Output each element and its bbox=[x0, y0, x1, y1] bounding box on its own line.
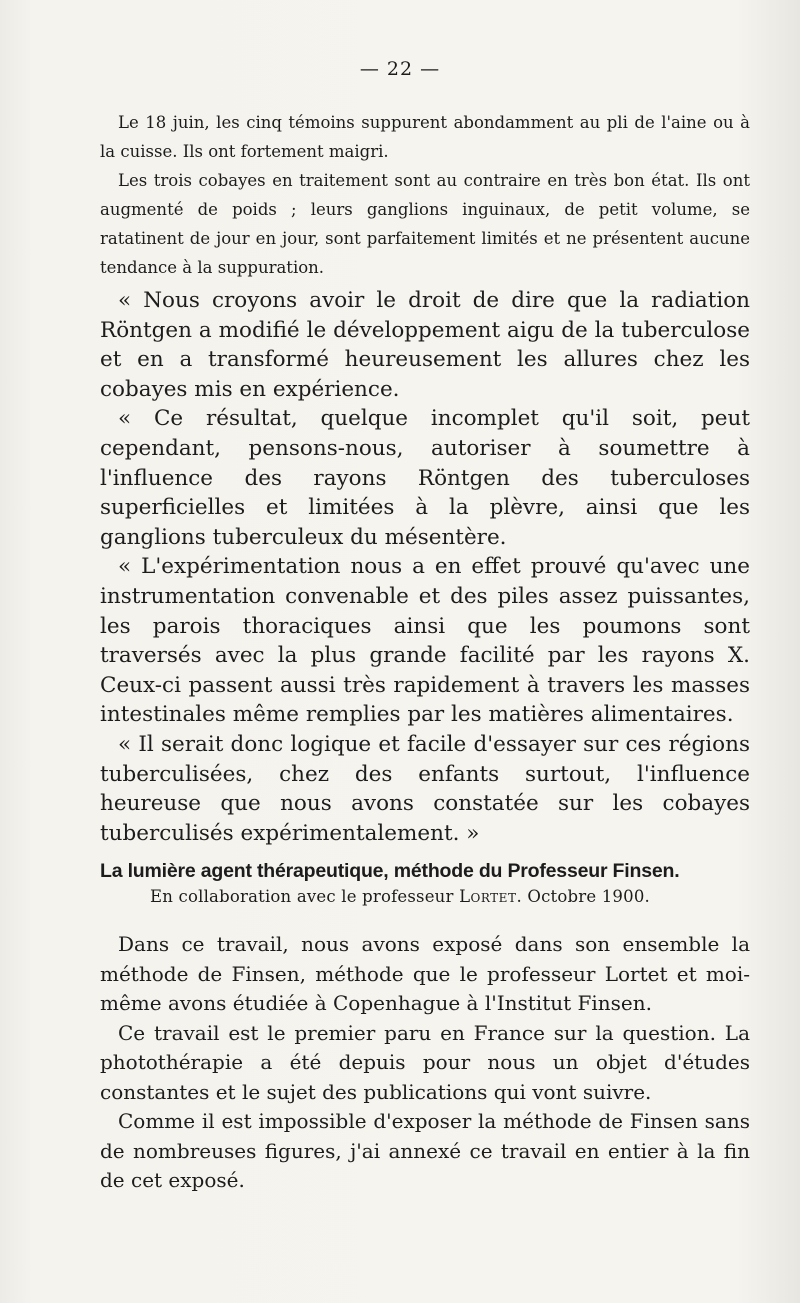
subtitle-date: . Octobre 1900. bbox=[516, 887, 650, 906]
intro-paragraph-1: Le 18 juin, les cinq témoins suppurent abondamment au pli de l'aine ou à la cuisse. Ils ont fortement maigri. bbox=[100, 113, 750, 161]
subtitle-author: Lortet bbox=[459, 887, 517, 906]
quote-paragraph-1: « Nous croyons avoir le droit de dire que la radiation Röntgen a modifié le développement aigu de la tuberculose et en a transformé heureusement les allures chez les cobayes mis en expérience. bbox=[100, 288, 750, 402]
body-paragraph-2: Ce travail est le premier paru en France sur la question. La photothérapie a été depuis pour nous un objet d'études constantes et le sujet des publications qui vont suivre. bbox=[100, 1020, 750, 1104]
intro-paragraph-2: Les trois cobayes en traitement sont au contraire en très bon état. Ils ont augmenté de poids ; leurs ganglions inguinaux, de petit volume, se ratatinent de jour en jour, sont parfaitement limités et ne présentent aucune tendance à la suppuration. bbox=[100, 171, 750, 277]
quote-paragraph-3: « L'expérimentation nous a en effet prouvé qu'avec une instrumentation convenable et des piles assez puissantes, les parois thoraciques ainsi que les poumons sont traversés avec la plus grande facilité par les rayons X. Ceux-ci passent aussi très rapidement à travers les masses intestinales même remplies par les matières alimentaires. bbox=[100, 554, 750, 728]
page-number: — 22 — bbox=[359, 58, 441, 80]
subtitle-text: En collaboration avec le professeur bbox=[150, 887, 454, 906]
section-title: La lumière agent thérapeutique, méthode du Professeur Finsen. bbox=[100, 860, 680, 882]
body-paragraph-1: Dans ce travail, nous avons exposé dans son ensemble la méthode de Finsen, méthode que le professeur Lortet et moi-même avons étudiée à Copenhague à l'Institut Finsen. bbox=[100, 932, 750, 1015]
quote-paragraph-2: « Ce résultat, quelque incomplet qu'il soit, peut cependant, pensons-nous, autoriser à soumettre à l'influence des rayons Röntgen des tuberculoses superficielles et limitées à la plèvre, ainsi que les ganglions tuberculeux du mésentère. bbox=[100, 406, 750, 550]
body-paragraph-3: Comme il est impossible d'exposer la méthode de Finsen sans de nombreuses figures, j'ai annexé ce travail en entier à la fin de cet exposé. bbox=[100, 1109, 750, 1192]
body-block bbox=[100, 930, 750, 1196]
section-subtitle bbox=[0, 887, 800, 906]
quote-paragraph-4: « Il serait donc logique et facile d'essayer sur ces régions tuberculisées, chez des enfants surtout, l'influence heureuse que nous avons constatée sur les cobayes tuberculisés expérimentalement. » bbox=[100, 731, 750, 846]
quote-block bbox=[100, 286, 750, 848]
intro-block bbox=[100, 108, 750, 282]
